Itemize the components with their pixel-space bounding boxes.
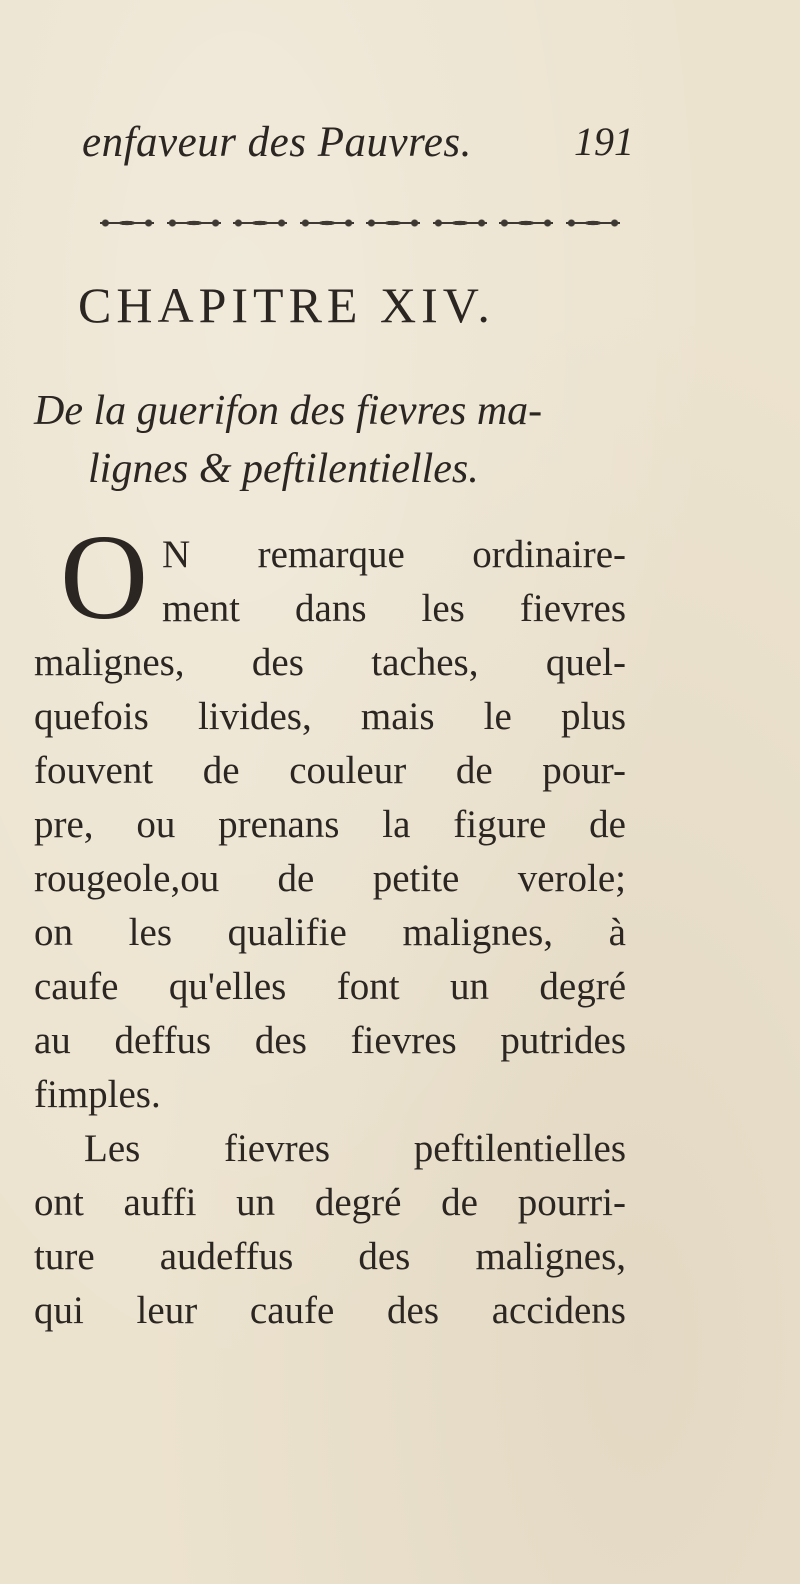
fleuron-icon — [366, 216, 420, 230]
text-line: malignes, des taches, quel- — [34, 641, 626, 684]
page-number: 191 — [574, 119, 634, 164]
fleuron-icon — [566, 216, 620, 230]
fleuron-icon — [499, 216, 553, 230]
body-text — [34, 510, 626, 1338]
chapter-heading: CHAPITRE XIV. — [78, 277, 495, 333]
opening-paragraph-start — [34, 510, 626, 645]
fleuron-icon — [433, 216, 487, 230]
chapter-subtitle-line: De la guerifon des fievres ma- — [34, 388, 543, 434]
fleuron-icon — [167, 216, 221, 230]
chapter-subtitle-line: lignes & peftilentielles. — [88, 446, 479, 492]
text-line: au deffus des fievres putrides — [34, 1019, 626, 1062]
chapter-subtitle — [34, 382, 654, 498]
drop-cap-lines — [162, 528, 626, 636]
fleuron-icon — [100, 216, 154, 230]
drop-cap: O — [60, 510, 149, 645]
text-line: ture audeffus des malignes, — [34, 1235, 626, 1278]
fleuron-ornament-icon — [100, 210, 620, 236]
text-line: caufe qu'elles font un degré — [34, 965, 626, 1008]
text-line: pre, ou prenans la figure de — [34, 803, 626, 846]
text-line: Les fievres peftilentielles — [84, 1127, 626, 1170]
text-line: ont auffi un degré de pourri- — [34, 1181, 626, 1224]
text-line: N remarque ordinaire- — [162, 533, 626, 576]
text-line: on les qualifie malignes, à — [34, 911, 626, 954]
fleuron-icon — [233, 216, 287, 230]
fleuron-icon — [300, 216, 354, 230]
running-title: enfaveur des Pauvres. — [82, 119, 472, 166]
text-line: rougeole,ou de petite verole; — [34, 857, 626, 900]
text-line: fouvent de couleur de pour- — [34, 749, 626, 792]
text-line: quefois livides, mais le plus — [34, 695, 626, 738]
running-head — [82, 118, 642, 168]
text-line: fimples. — [34, 1073, 161, 1116]
text-line: ment dans les fievres — [162, 587, 626, 630]
text-line: qui leur caufe des accidens — [34, 1289, 626, 1332]
